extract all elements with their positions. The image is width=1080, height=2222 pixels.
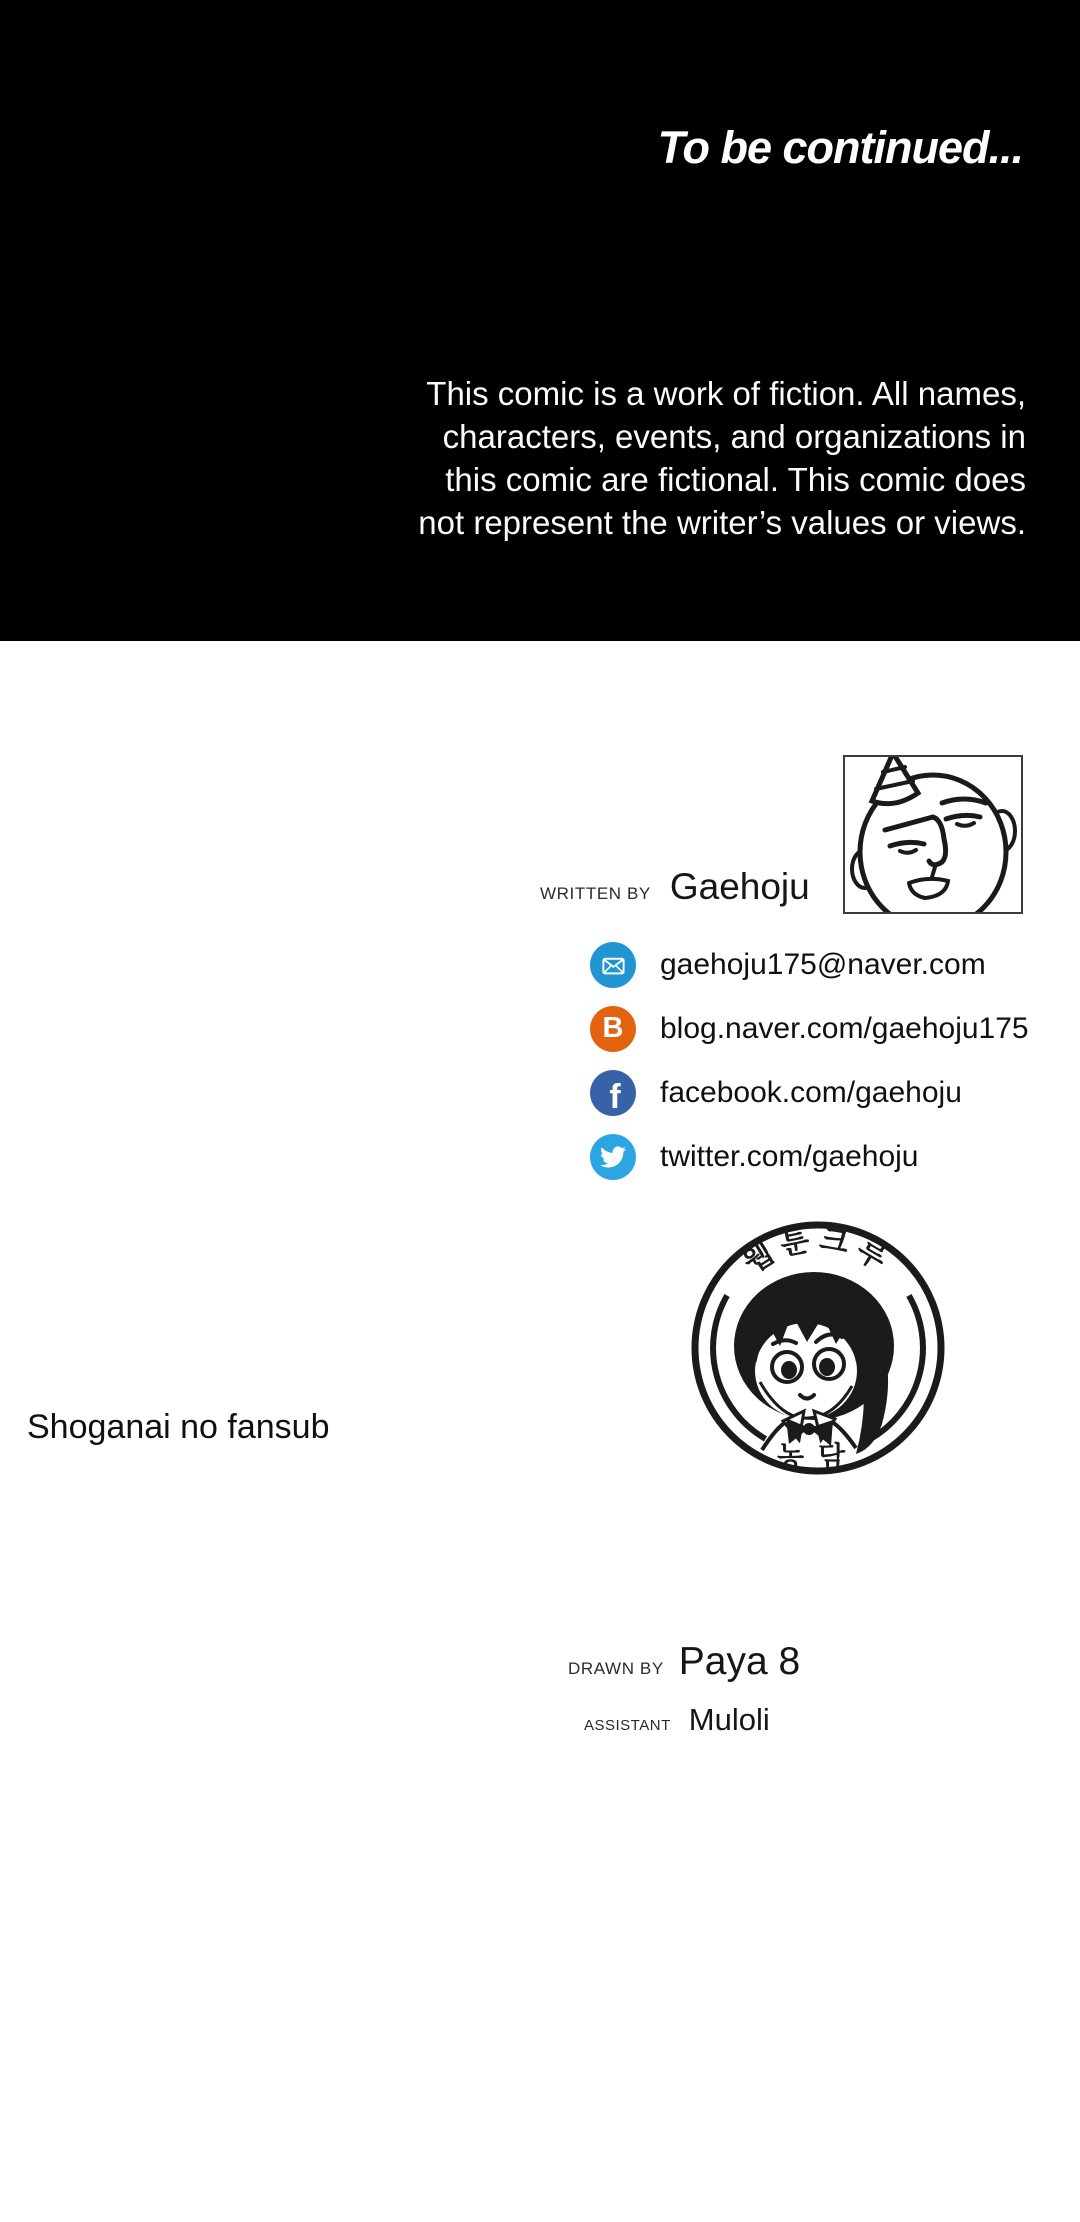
- written-by-row: [540, 866, 810, 908]
- disclaimer-line: not represent the writer’s values or views.: [418, 504, 1026, 541]
- author-links: [590, 942, 1029, 1180]
- stamp-drawing: [686, 1214, 950, 1482]
- email-address: gaehoju175@naver.com: [660, 948, 986, 981]
- svg-text:농담: 농담: [776, 1441, 860, 1472]
- disclaimer-line: characters, events, and organizations in: [442, 418, 1026, 455]
- artist-name: Paya 8: [678, 1640, 801, 1683]
- fansub-credit: Shoganai no fansub: [27, 1408, 330, 1446]
- drawn-by-row: [568, 1640, 800, 1684]
- to-be-continued-text: To be continued...: [657, 122, 1023, 173]
- drawn-by-label: DRAWN BY: [568, 1659, 664, 1678]
- webtoon-crew-stamp: [686, 1214, 950, 1482]
- writer-name: Gaehoju: [669, 866, 810, 907]
- assistant-label: ASSISTANT: [584, 1717, 671, 1734]
- twitter-url: twitter.com/gaehoju: [660, 1140, 919, 1173]
- email-link-row[interactable]: [590, 942, 1029, 988]
- fiction-disclaimer: [418, 372, 1026, 544]
- svg-text:웹툰크루: 웹툰크루: [737, 1222, 899, 1280]
- facebook-url: facebook.com/gaehoju: [660, 1076, 962, 1109]
- disclaimer-line: This comic is a work of fiction. All names,: [426, 375, 1026, 412]
- disclaimer-line: this comic are fictional. This comic does: [445, 461, 1026, 498]
- ending-banner: [0, 0, 1080, 641]
- twitter-icon: [590, 1134, 636, 1180]
- facebook-link-row[interactable]: [590, 1070, 1029, 1116]
- author-face-drawing: [845, 757, 1021, 912]
- blog-link-row[interactable]: [590, 1006, 1029, 1052]
- twitter-link-row[interactable]: [590, 1134, 1029, 1180]
- blogger-icon: B: [590, 1006, 636, 1052]
- assistant-row: [584, 1702, 770, 1738]
- assistant-name: Muloli: [688, 1702, 770, 1737]
- blog-url: blog.naver.com/gaehoju175: [660, 1012, 1029, 1045]
- written-by-label: WRITTEN BY: [540, 884, 651, 903]
- email-icon: [590, 942, 636, 988]
- facebook-icon: f: [590, 1070, 636, 1116]
- author-portrait: [843, 755, 1023, 914]
